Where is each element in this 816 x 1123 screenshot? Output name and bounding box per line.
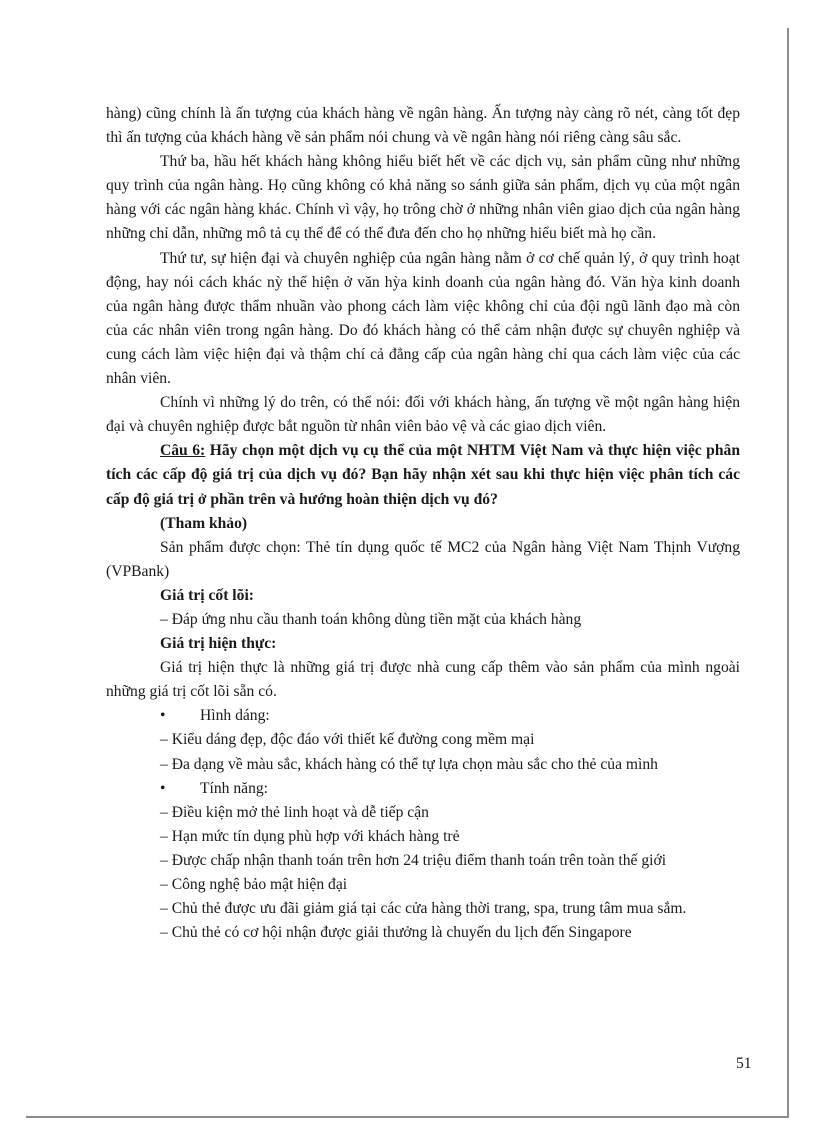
features-label: Tính năng: [200, 779, 268, 797]
bullet-icon: • [160, 707, 166, 725]
list-item: – Chủ thẻ được ưu đãi giảm giá tại các cửa hàng thời trang, spa, trung tâm mua sắm. [160, 900, 687, 918]
question-text: Hãy chọn một dịch vụ cụ thể của một NHTM Việt Nam và thực hiện việc phân tích các cấp độ giá trị của dịch vụ đó? Bạn hãy nhận xét sau khi thực hiện việc phân tích các cấp độ giá trị ở phần trên và hướng hoàn thiện dịch vụ đó? [106, 442, 740, 508]
list-item: – Chủ thẻ có cơ hội nhận được giải thưởng là chuyến du lịch đến Singapore [160, 924, 632, 942]
reference-note: (Tham khảo) [160, 514, 248, 532]
paragraph-conclusion: Chính vì những lý do trên, có thể nói: đối với khách hàng, ấn tượng về một ngân hàng hiện đại và chuyên nghiệp được bắt nguồn từ nhân viên bảo vệ và các giao dịch viên. [106, 394, 740, 436]
question-label: Câu 6: [160, 442, 206, 460]
list-item: – Được chấp nhận thanh toán trên hơn 24 triệu điểm thanh toán trên toàn thế giới [160, 851, 667, 869]
shape-bullet [106, 704, 740, 728]
features-bullet [106, 777, 740, 801]
shape-label: Hình dáng: [200, 707, 270, 725]
selected-product: Sản phẩm được chọn: Thẻ tín dụng quốc tế MC2 của Ngân hàng Việt Nam Thịnh Vượng (VPBank) [106, 538, 740, 580]
list-item: – Kiểu dáng đẹp, độc đáo với thiết kế đường cong mềm mại [160, 731, 535, 749]
question-6 [106, 439, 740, 511]
list-item: – Điều kiện mở thẻ linh hoạt và dễ tiếp cận [160, 803, 429, 821]
bullet-icon: • [160, 779, 166, 797]
actual-value-intro: Giá trị hiện thực là những giá trị được nhà cung cấp thêm vào sản phẩm của mình ngoài những giá trị cốt lõi sẵn có. [106, 659, 740, 701]
core-value-item: – Đáp ứng nhu cầu thanh toán không dùng tiền mặt của khách hàng [160, 610, 582, 628]
page-number: 51 [736, 1055, 752, 1072]
list-item: – Công nghệ bảo mật hiện đại [160, 876, 348, 893]
actual-value-heading: Giá trị hiện thực: [160, 635, 277, 653]
document-body [106, 102, 740, 945]
list-item: – Hạn mức tín dụng phù hợp với khách hàng trẻ [160, 827, 460, 845]
list-item: – Đa dạng về màu sắc, khách hàng có thể tự lựa chọn màu sắc cho thẻ của mình [160, 755, 658, 773]
paragraph-fourth-reason: Thứ tư, sự hiện đại và chuyên nghiệp của ngân hàng nằm ở cơ chế quản lý, ở quy trình hoạt động, hay nói cách khác nỳ thể hiện ở văn hỳa kinh doanh của ngân hàng đó. Văn hỳa kinh doanh của ngân hàng được thẩm nhuần vào phong cách làm việc không chỉ của đội ngũ lãnh đạo mà còn của các nhân viên trong ngân hàng. Do đó khách hàng có thể cảm nhận được sự chuyên nghiệp và cung cách làm việc hiện đại và thậm chí cả đẳng cấp của ngân hàng chỉ qua cách làm việc của các nhân viên. [106, 249, 740, 388]
core-value-heading: Giá trị cốt lõi: [160, 586, 254, 604]
paragraph-continuation: hàng) cũng chính là ấn tượng của khách hàng về ngân hàng. Ấn tượng này càng rõ nét, càng tốt đẹp thì ấn tượng của khách hàng về sản phẩm nói chung và về ngân hàng nói riêng càng sâu sắc. [106, 105, 740, 147]
paragraph-third-reason: Thứ ba, hầu hết khách hàng không hiểu biết hết về các dịch vụ, sản phẩm cũng như những quy trình của ngân hàng. Họ cũng không có khả năng so sánh giữa sản phẩm, dịch vụ của một ngân hàng với các ngân hàng khác. Chính vì vậy, họ trông chờ ở những nhân viên giao dịch của ngân hàng những chỉ dẫn, những mô tả cụ thể để có thể đưa đến cho họ những hiểu biết mà họ cần. [106, 153, 740, 243]
